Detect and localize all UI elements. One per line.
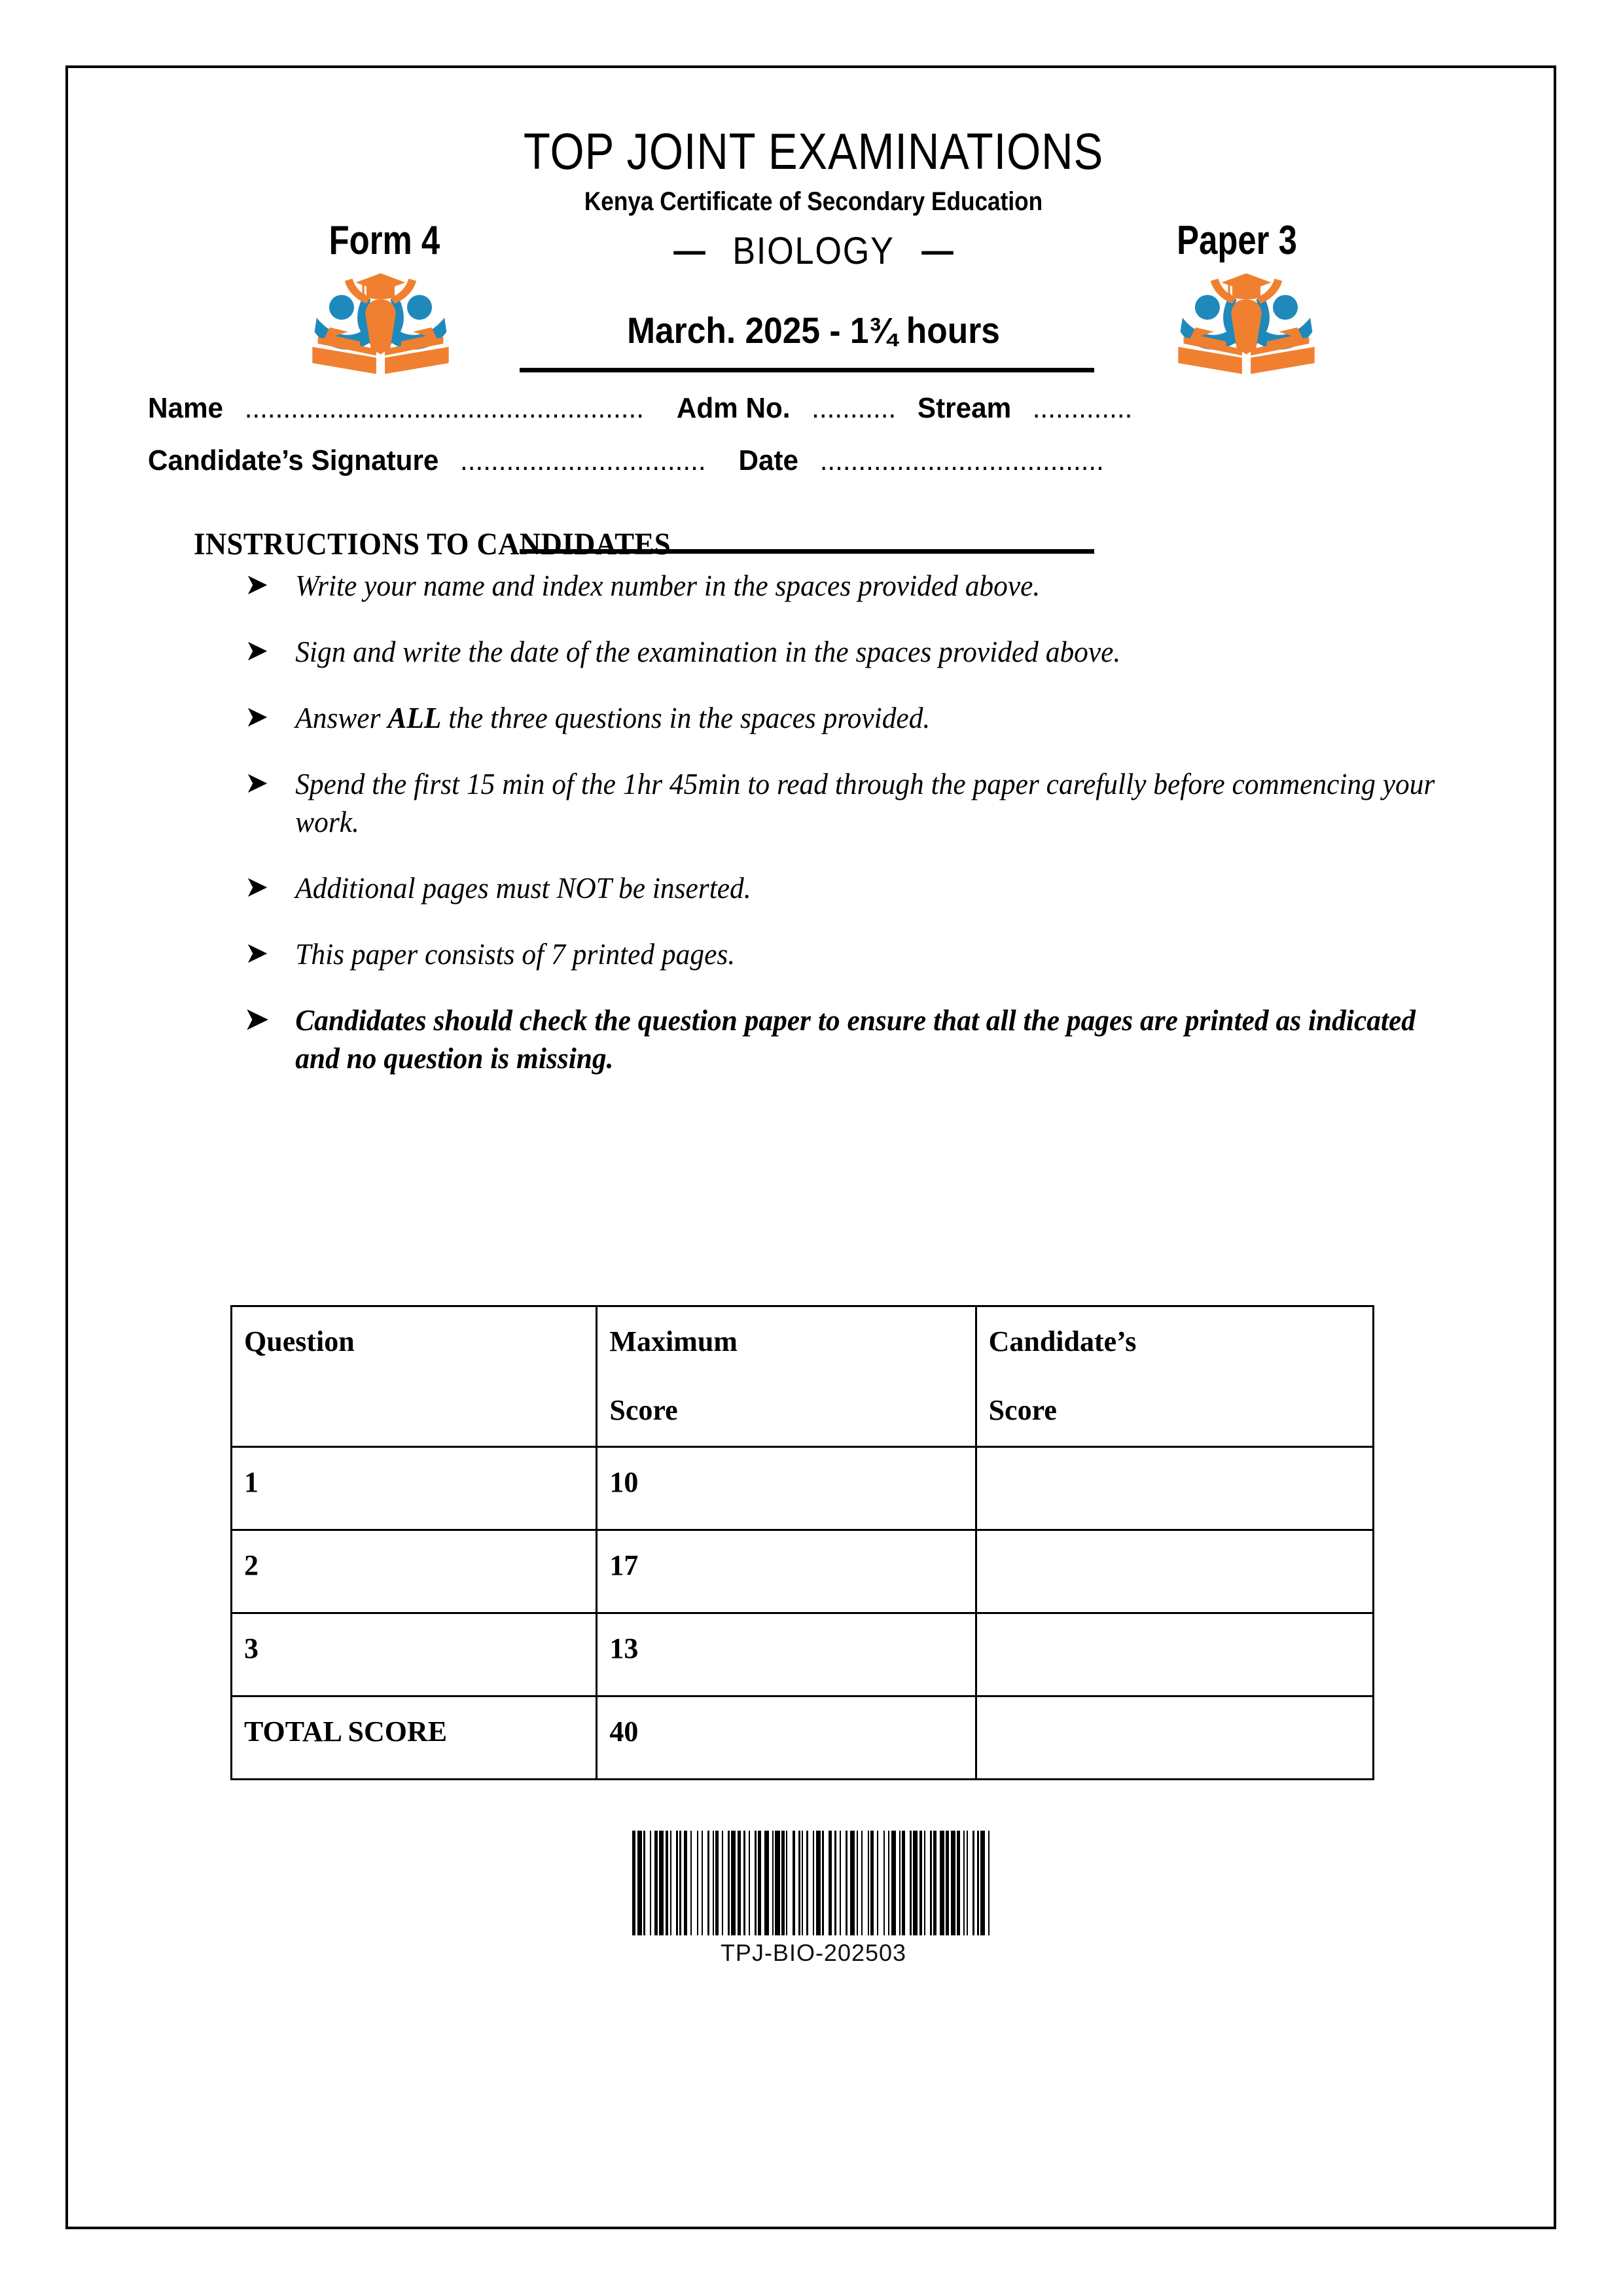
signature-label: Candidate’s Signature bbox=[148, 444, 439, 476]
row-question-number: 2 bbox=[232, 1530, 597, 1613]
row-maximum-score: 10 bbox=[597, 1446, 976, 1530]
exam-subtitle: Kenya Certificate of Secondary Education bbox=[584, 187, 1043, 216]
subject-name: BIOLOGY bbox=[732, 230, 895, 272]
name-input[interactable]: .................................................... bbox=[244, 392, 644, 424]
instruction-text: Sign and write the date of the examination in the spaces provided above. bbox=[295, 636, 1121, 669]
total-candidate-score[interactable] bbox=[976, 1696, 1373, 1779]
total-score-label: TOTAL SCORE bbox=[232, 1696, 597, 1779]
instruction-item bbox=[245, 633, 1445, 671]
arrow-bullet-icon: ➤ bbox=[245, 700, 269, 734]
subject-line bbox=[143, 229, 1484, 273]
header-maximum-line2: Score bbox=[609, 1393, 678, 1426]
instruction-emphasis: ALL bbox=[387, 702, 442, 735]
table-row bbox=[232, 1446, 1374, 1530]
barcode-label: TPJ-BIO-202503 bbox=[720, 1939, 907, 1966]
header-rule-top bbox=[520, 368, 1094, 372]
barcode-block bbox=[68, 1822, 1559, 1967]
row-candidate-score[interactable] bbox=[976, 1530, 1373, 1613]
instruction-text-after: the three questions in the spaces provided. bbox=[441, 702, 931, 735]
instructions-heading: INSTRUCTIONS TO CANDIDATES bbox=[194, 527, 671, 562]
adm-no-input[interactable]: ........... bbox=[812, 392, 897, 424]
dash-left: — bbox=[673, 231, 705, 270]
row-maximum-score: 13 bbox=[597, 1613, 976, 1696]
instruction-text: Write your name and index number in the spaces provided above. bbox=[295, 569, 1041, 602]
header-maximum-score bbox=[597, 1306, 976, 1447]
page-title: TOP JOINT EXAMINATIONS bbox=[523, 122, 1104, 180]
instruction-text: Additional pages must NOT be inserted. bbox=[295, 872, 751, 905]
form-label: Form 4 bbox=[329, 218, 440, 263]
table-header-row bbox=[232, 1306, 1374, 1447]
table-total-row bbox=[232, 1696, 1374, 1779]
header-question: Question bbox=[232, 1306, 597, 1447]
arrow-bullet-icon: ➤ bbox=[245, 1003, 269, 1036]
header-maximum-line1: Maximum bbox=[609, 1325, 738, 1357]
school-logo-right bbox=[1176, 268, 1317, 379]
header-candidate-line2: Score bbox=[988, 1393, 1057, 1426]
candidate-name-row bbox=[148, 392, 1427, 425]
instruction-item bbox=[245, 935, 1445, 973]
page-border bbox=[65, 65, 1556, 2229]
adm-no-label: Adm No. bbox=[676, 392, 791, 424]
instruction-text-before: Answer bbox=[295, 702, 388, 735]
stream-input[interactable]: ............. bbox=[1032, 392, 1133, 424]
row-question-number: 3 bbox=[232, 1613, 597, 1696]
table-row bbox=[232, 1613, 1374, 1696]
instruction-item bbox=[245, 567, 1445, 605]
stream-label: Stream bbox=[917, 392, 1012, 424]
instruction-item bbox=[245, 1001, 1445, 1077]
instructions-list bbox=[245, 567, 1488, 1105]
date-input[interactable]: ..................................... bbox=[819, 444, 1104, 476]
barcode-image bbox=[632, 1831, 994, 1935]
header-candidate-line1: Candidate’s bbox=[988, 1325, 1137, 1357]
instruction-item bbox=[245, 699, 1445, 737]
arrow-bullet-icon: ➤ bbox=[245, 937, 269, 970]
arrow-bullet-icon: ➤ bbox=[245, 568, 269, 601]
arrow-bullet-icon: ➤ bbox=[245, 634, 269, 668]
row-candidate-score[interactable] bbox=[976, 1613, 1373, 1696]
paper-label: Paper 3 bbox=[1177, 218, 1297, 263]
school-logo-left bbox=[310, 268, 451, 379]
instruction-text: Candidates should check the question paper to ensure that all the pages are printed as indicated and no question is missing. bbox=[295, 1004, 1416, 1075]
header-candidate-score bbox=[976, 1306, 1373, 1447]
date-label: Date bbox=[738, 444, 799, 476]
arrow-bullet-icon: ➤ bbox=[245, 870, 269, 904]
signature-input[interactable]: ................................ bbox=[460, 444, 706, 476]
row-maximum-score: 17 bbox=[597, 1530, 976, 1613]
row-candidate-score[interactable] bbox=[976, 1446, 1373, 1530]
arrow-bullet-icon: ➤ bbox=[245, 766, 269, 800]
table-row bbox=[232, 1530, 1374, 1613]
score-table bbox=[230, 1305, 1374, 1780]
instruction-item bbox=[245, 869, 1445, 907]
name-label: Name bbox=[148, 392, 224, 424]
dash-right: — bbox=[921, 231, 954, 270]
candidate-signature-row bbox=[148, 444, 1427, 477]
total-maximum-score: 40 bbox=[597, 1696, 976, 1779]
instruction-item bbox=[245, 765, 1445, 841]
instruction-text: This paper consists of 7 printed pages. bbox=[295, 938, 736, 971]
row-question-number: 1 bbox=[232, 1446, 597, 1530]
instruction-text: Spend the first 15 min of the 1hr 45min to read through the paper carefully before commencing your work. bbox=[295, 768, 1435, 839]
date-duration-line: March. 2025 - 1¾ hours bbox=[627, 310, 1000, 351]
